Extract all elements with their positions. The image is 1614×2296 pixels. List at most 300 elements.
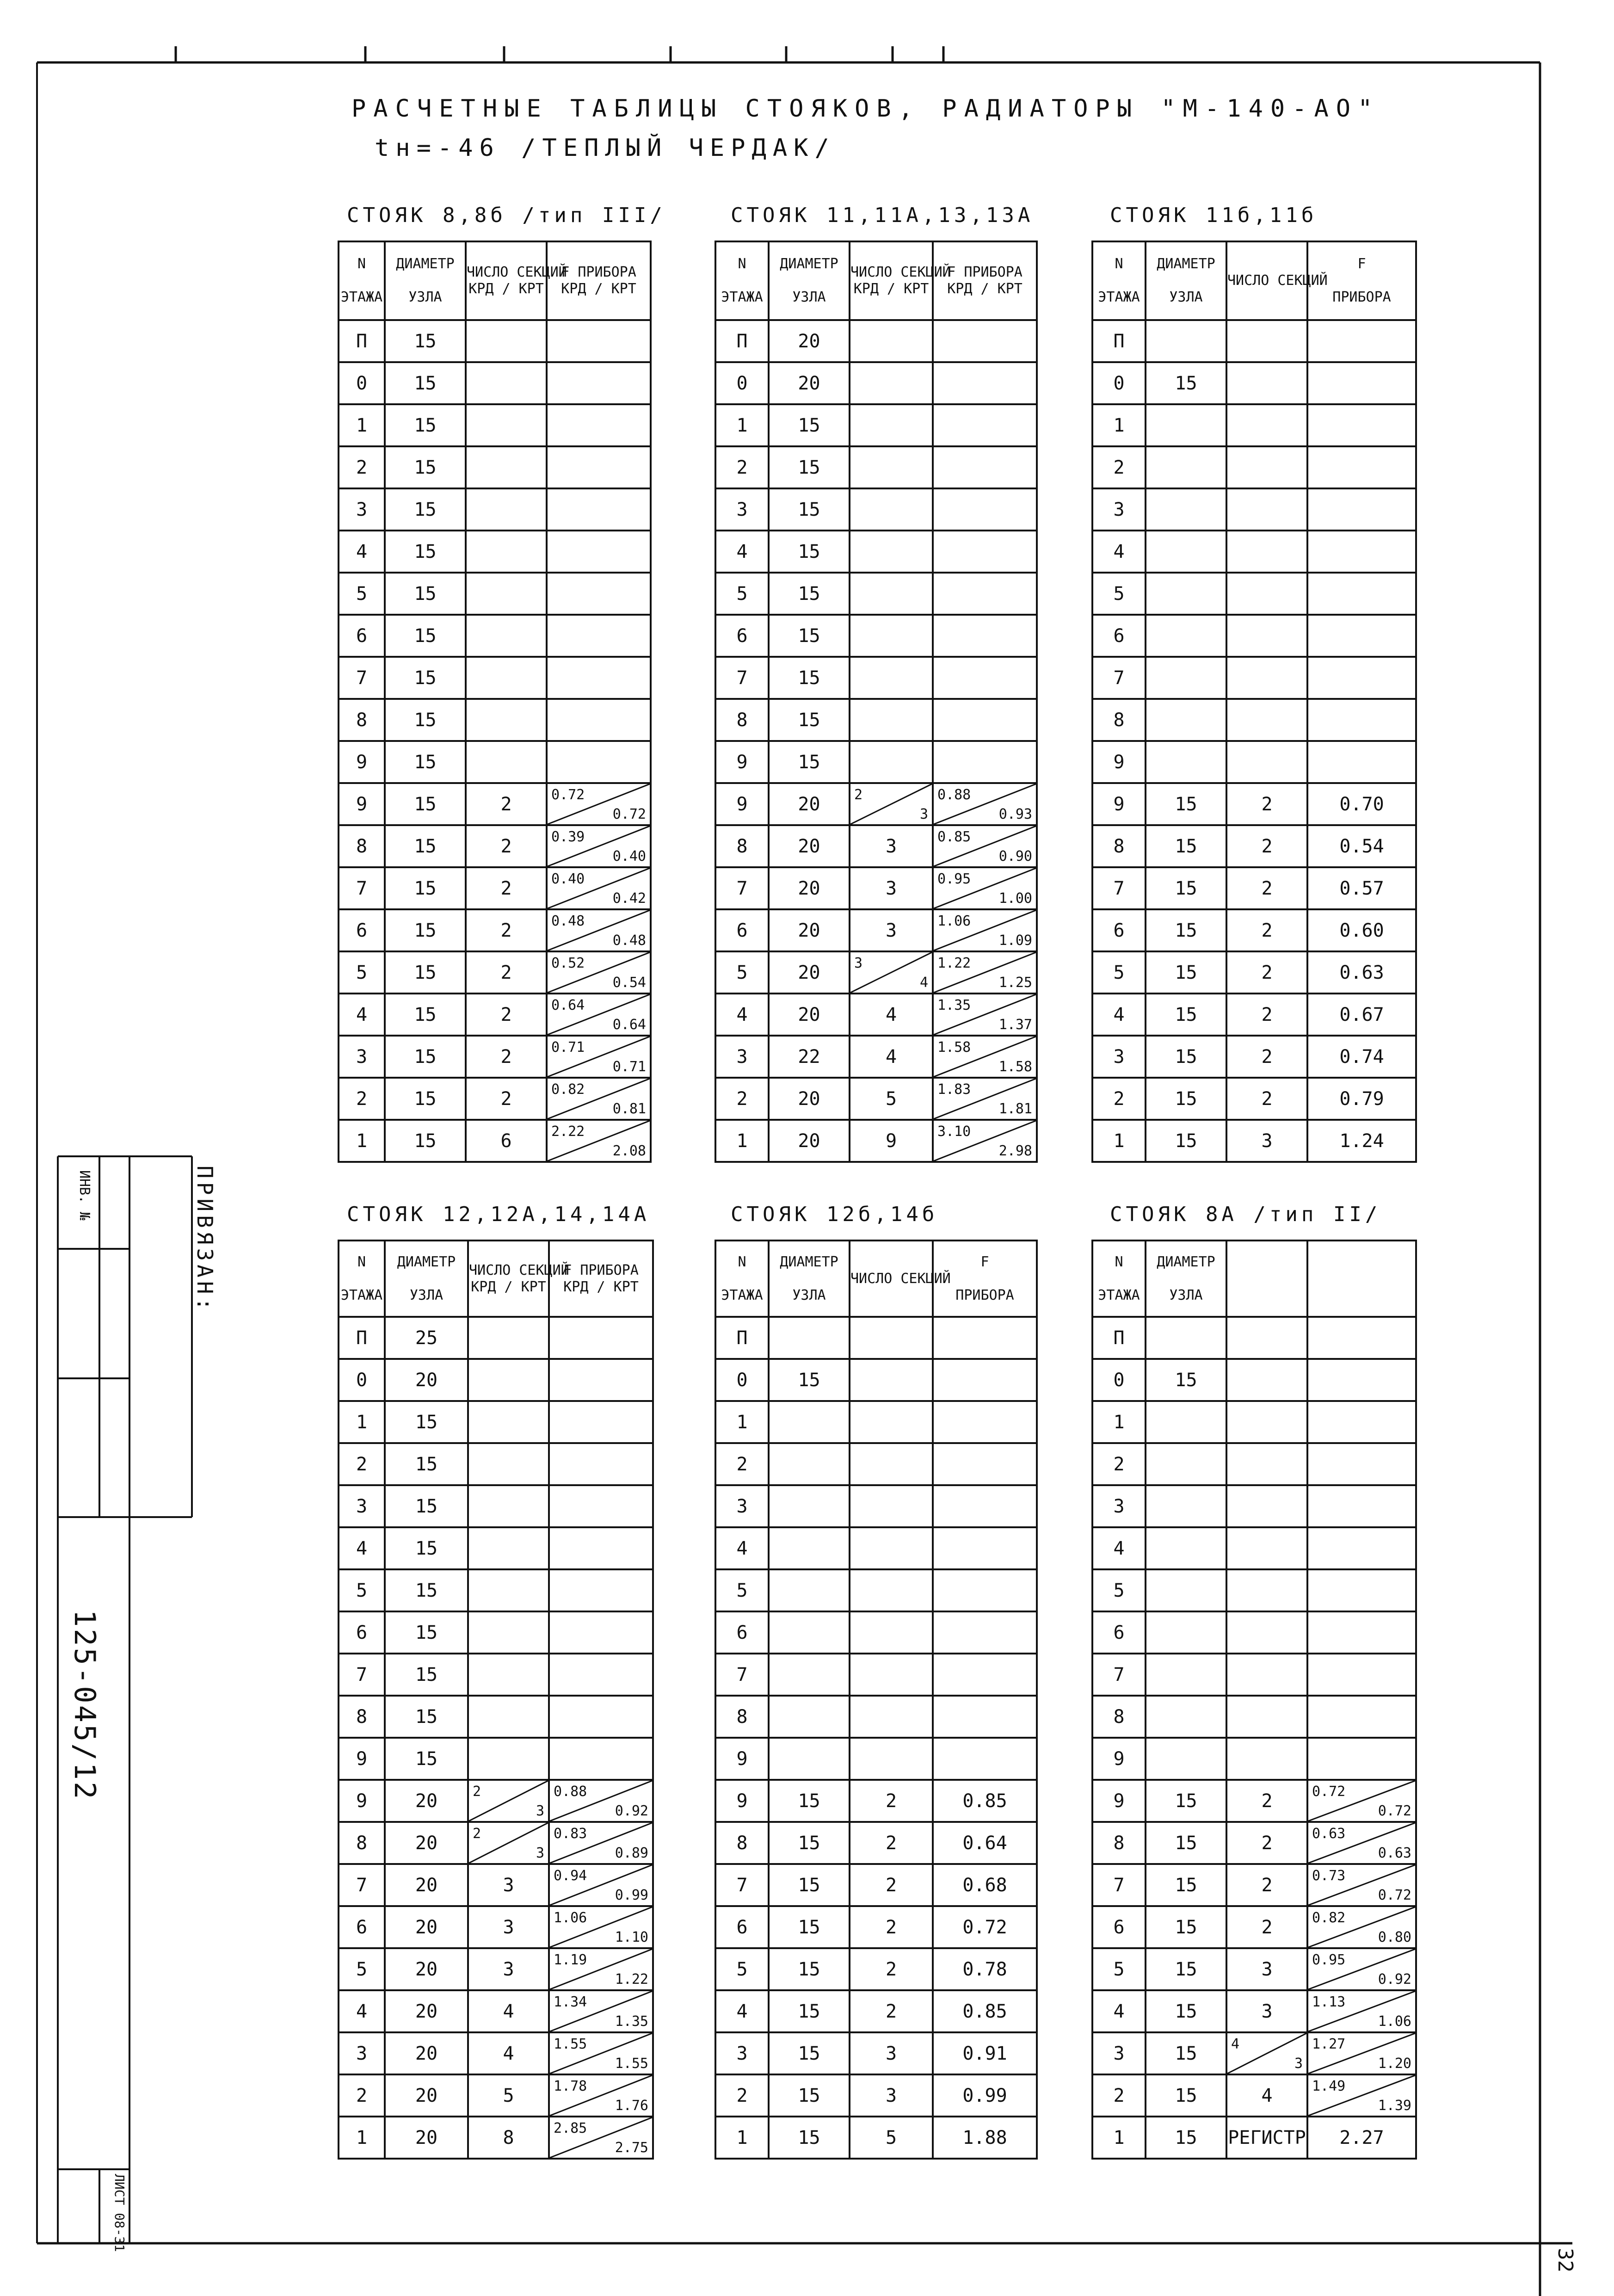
cell-diameter — [769, 1654, 850, 1696]
cell-diameter: 20 — [385, 1990, 468, 2032]
cell-floor: П — [339, 320, 385, 362]
table-row — [1092, 951, 1416, 994]
cell-diameter: 15 — [769, 1359, 850, 1401]
table-row — [339, 1317, 653, 1359]
cell-floor: 0 — [715, 1359, 769, 1401]
cell-floor: 1 — [339, 2117, 385, 2159]
split-value-top: 1.06 — [937, 913, 971, 929]
cell-f — [547, 1120, 651, 1162]
table-row — [715, 825, 1037, 867]
split-value-bottom: 1.10 — [615, 1929, 648, 1945]
cell-sections: 2 — [1226, 867, 1307, 909]
cell-sections — [1226, 615, 1307, 657]
split-value-top: 2 — [473, 1826, 481, 1842]
cell-diameter: 15 — [769, 1906, 850, 1948]
cell-sections: 2 — [1226, 1780, 1307, 1822]
cell-diameter: 15 — [769, 531, 850, 573]
cell-diameter: 20 — [769, 994, 850, 1036]
cell-sections: 3 — [1226, 1120, 1307, 1162]
split-value-bottom: 1.06 — [1378, 2013, 1411, 2030]
cell-floor: 6 — [1092, 615, 1146, 657]
cell-floor: 5 — [339, 1569, 385, 1611]
cell-diameter: 15 — [769, 1780, 850, 1822]
split-value-top: 0.82 — [1312, 1910, 1346, 1926]
table-row — [1092, 1611, 1416, 1654]
cell-diameter: 25 — [385, 1317, 468, 1359]
table-title-3: СТОЯК 11б,11б — [1110, 204, 1318, 227]
split-value-top: 0.63 — [1312, 1826, 1346, 1842]
table-title-6: СТОЯК 8А /тип II/ — [1110, 1203, 1381, 1226]
cell-diameter: 15 — [1146, 1990, 1226, 2032]
cell-sections — [850, 1401, 933, 1443]
cell-f — [549, 1443, 653, 1485]
cell-floor: 9 — [339, 741, 385, 783]
header-floor: N ЭТАЖА — [715, 241, 769, 320]
cell-floor: П — [715, 1317, 769, 1359]
cell-floor: 0 — [339, 1359, 385, 1401]
cell-sections — [850, 1443, 933, 1485]
cell-diameter: 15 — [769, 1822, 850, 1864]
cell-f — [933, 1120, 1037, 1162]
cell-floor: 9 — [715, 783, 769, 825]
cell-diameter: 15 — [769, 1948, 850, 1990]
cell-floor: 9 — [1092, 783, 1146, 825]
cell-sections — [466, 320, 547, 362]
cell-diameter: 22 — [769, 1036, 850, 1078]
cell-sections — [1226, 1359, 1307, 1401]
split-value-bottom: 0.80 — [1378, 1929, 1411, 1945]
cell-diameter: 15 — [385, 657, 466, 699]
cell-sections — [1226, 446, 1307, 488]
cell-sections — [1226, 320, 1307, 362]
table-row — [715, 1317, 1037, 1359]
cell-floor: 3 — [1092, 2032, 1146, 2074]
table-row — [1092, 2032, 1416, 2074]
cell-diameter — [769, 1611, 850, 1654]
cell-diameter: 15 — [1146, 1780, 1226, 1822]
table-row — [339, 1696, 653, 1738]
cell-f — [547, 825, 651, 867]
riser-table-2 — [715, 241, 1038, 1163]
cell-f — [547, 573, 651, 615]
cell-sections — [468, 1738, 549, 1780]
split-value-top: 0.85 — [937, 829, 971, 845]
cell-diameter: 20 — [385, 1948, 468, 1990]
cell-f — [549, 1527, 653, 1569]
table-row — [715, 1443, 1037, 1485]
cell-floor: 5 — [1092, 1569, 1146, 1611]
table-row — [1092, 994, 1416, 1036]
table-row — [1092, 531, 1416, 573]
cell-f — [933, 404, 1037, 446]
cell-diameter — [1146, 1527, 1226, 1569]
cell-floor: 2 — [339, 1078, 385, 1120]
table-row — [715, 1906, 1037, 1948]
cell-f — [933, 699, 1037, 741]
cell-sections — [1226, 657, 1307, 699]
cell-floor: 8 — [1092, 825, 1146, 867]
split-value-top: 1.55 — [554, 2036, 587, 2052]
cell-diameter: 15 — [1146, 2032, 1226, 2074]
cell-diameter: 15 — [769, 404, 850, 446]
cell-diameter: 15 — [769, 2117, 850, 2159]
split-value-top: 0.64 — [551, 997, 585, 1013]
cell-f — [933, 1611, 1037, 1654]
cell-f — [933, 488, 1037, 531]
table-row — [715, 783, 1037, 825]
cell-diameter: 20 — [769, 1078, 850, 1120]
table-row — [715, 1401, 1037, 1443]
cell-f — [549, 1990, 653, 2032]
table-row — [339, 825, 651, 867]
cell-sections — [1226, 1485, 1307, 1527]
cell-sections: 6 — [466, 1120, 547, 1162]
cell-sections: 2 — [850, 1948, 933, 1990]
cell-diameter: 15 — [769, 2074, 850, 2117]
cell-f — [547, 404, 651, 446]
cell-diameter — [769, 1443, 850, 1485]
cell-diameter: 15 — [769, 657, 850, 699]
cell-diameter: 20 — [385, 2032, 468, 2074]
cell-diameter: 15 — [1146, 1359, 1226, 1401]
table-row — [715, 1822, 1037, 1864]
table-row — [715, 1078, 1037, 1120]
table-row — [715, 1611, 1037, 1654]
split-value-bottom: 1.25 — [998, 975, 1032, 991]
cell-diameter — [1146, 741, 1226, 783]
cell-f — [547, 741, 651, 783]
riser-table-5 — [715, 1240, 1038, 2160]
table-row — [339, 657, 651, 699]
cell-f — [547, 488, 651, 531]
cell-diameter: 20 — [385, 2117, 468, 2159]
cell-floor: 1 — [715, 1401, 769, 1443]
cell-f — [933, 320, 1037, 362]
header-diameter: ДИАМЕТР УЗЛА — [1146, 241, 1226, 320]
split-value-top: 2.85 — [554, 2120, 587, 2136]
cell-sections: 4 — [850, 994, 933, 1036]
table-row — [339, 741, 651, 783]
cell-sections: 3 — [850, 2074, 933, 2117]
split-value-bottom: 0.81 — [612, 1101, 646, 1117]
cell-sections — [1226, 699, 1307, 741]
cell-f — [549, 1359, 653, 1401]
drawing-code: 125-045/12 — [68, 1610, 102, 1801]
table-row — [339, 1036, 651, 1078]
split-value-top: 1.35 — [937, 997, 971, 1013]
cell-sections: 2 — [850, 1990, 933, 2032]
cell-sections — [850, 1654, 933, 1696]
cell-sections — [1226, 531, 1307, 573]
split-value-top: 0.82 — [551, 1081, 585, 1098]
cell-f: 2.27 — [1307, 2117, 1416, 2159]
cell-f — [933, 1443, 1037, 1485]
table-row — [339, 615, 651, 657]
cell-f — [547, 783, 651, 825]
table-row — [1092, 446, 1416, 488]
cell-diameter: 15 — [385, 615, 466, 657]
cell-floor: 8 — [1092, 699, 1146, 741]
table-row — [1092, 1654, 1416, 1696]
cell-floor: 3 — [715, 2032, 769, 2074]
cell-sections — [468, 1780, 549, 1822]
table-row — [1092, 2117, 1416, 2159]
table-row — [1092, 1780, 1416, 1822]
cell-floor: 9 — [715, 1780, 769, 1822]
cell-f — [547, 909, 651, 951]
table-header-row — [1092, 241, 1416, 320]
split-value-top: 1.06 — [554, 1910, 587, 1926]
table-row — [715, 994, 1037, 1036]
header-sections: ЧИСЛО СЕКЦИЙ КРД / КРТ — [466, 241, 547, 320]
cell-f — [933, 1401, 1037, 1443]
cell-sections — [850, 657, 933, 699]
cell-diameter: 15 — [1146, 1864, 1226, 1906]
cell-floor: 6 — [339, 1906, 385, 1948]
cell-floor: 7 — [715, 1864, 769, 1906]
header-diameter: ДИАМЕТР УЗЛА — [385, 241, 466, 320]
cell-diameter: 20 — [769, 1120, 850, 1162]
cell-sections — [1226, 1654, 1307, 1696]
table-row — [715, 2074, 1037, 2117]
cell-diameter — [1146, 1654, 1226, 1696]
cell-sections — [1226, 362, 1307, 404]
cell-diameter — [1146, 488, 1226, 531]
cell-f — [549, 1864, 653, 1906]
cell-floor: 2 — [1092, 446, 1146, 488]
cell-f — [933, 362, 1037, 404]
cell-f — [547, 615, 651, 657]
split-value-bottom: 3 — [1294, 2055, 1303, 2072]
cell-floor: 2 — [1092, 2074, 1146, 2117]
cell-floor: 1 — [1092, 1120, 1146, 1162]
cell-sections — [850, 404, 933, 446]
cell-sections — [850, 1527, 933, 1569]
cell-floor: 1 — [339, 404, 385, 446]
cell-floor: 3 — [1092, 488, 1146, 531]
table-row — [715, 1569, 1037, 1611]
cell-sections — [850, 783, 933, 825]
cell-sections — [850, 573, 933, 615]
split-value-top: 0.39 — [551, 829, 585, 845]
split-value-top: 0.88 — [554, 1784, 587, 1800]
cell-floor: 7 — [1092, 657, 1146, 699]
cell-sections — [850, 1485, 933, 1527]
cell-f — [547, 951, 651, 994]
cell-f — [549, 1401, 653, 1443]
cell-f — [549, 2032, 653, 2074]
cell-floor: 6 — [715, 615, 769, 657]
cell-f — [549, 1948, 653, 1990]
cell-diameter: 15 — [385, 488, 466, 531]
cell-floor: 3 — [715, 1485, 769, 1527]
cell-diameter: 15 — [385, 783, 466, 825]
table-row — [339, 1780, 653, 1822]
split-value-bottom: 0.48 — [612, 932, 646, 949]
cell-sections: 2 — [850, 1906, 933, 1948]
cell-diameter: 15 — [1146, 1948, 1226, 1990]
cell-sections — [466, 488, 547, 531]
table-title-2: СТОЯК 11,11А,13,13А — [731, 204, 1034, 227]
cell-sections: 3 — [468, 1864, 549, 1906]
cell-diameter — [769, 1401, 850, 1443]
table-row — [1092, 1906, 1416, 1948]
cell-floor: 2 — [1092, 1078, 1146, 1120]
cell-diameter — [1146, 1611, 1226, 1654]
cell-sections: 2 — [466, 783, 547, 825]
split-value-bottom: 1.76 — [615, 2098, 648, 2114]
table-row — [1092, 573, 1416, 615]
split-value-top: 2 — [473, 1784, 481, 1800]
cell-diameter: 15 — [1146, 2117, 1226, 2159]
split-value-top: 4 — [1231, 2036, 1240, 2052]
cell-floor: П — [1092, 1317, 1146, 1359]
cell-f — [1307, 320, 1416, 362]
cell-f — [1307, 404, 1416, 446]
cell-f: 0.91 — [933, 2032, 1037, 2074]
cell-sections: 4 — [468, 1990, 549, 2032]
table-row — [715, 615, 1037, 657]
cell-sections: 3 — [850, 867, 933, 909]
cell-floor: 6 — [715, 1906, 769, 1948]
table-row — [339, 362, 651, 404]
cell-diameter: 15 — [385, 362, 466, 404]
cell-sections: 2 — [1226, 783, 1307, 825]
cell-floor: 8 — [715, 1822, 769, 1864]
cell-f — [933, 657, 1037, 699]
split-value-bottom: 1.37 — [998, 1017, 1032, 1033]
cell-diameter — [1146, 573, 1226, 615]
cell-sections: 9 — [850, 1120, 933, 1162]
table-row — [1092, 825, 1416, 867]
split-value-top: 1.19 — [554, 1952, 587, 1968]
cell-sections: 2 — [466, 867, 547, 909]
split-value-top: 3 — [854, 955, 863, 971]
cell-diameter: 15 — [769, 699, 850, 741]
header-floor: N ЭТАЖА — [339, 1241, 385, 1317]
cell-sections: 3 — [1226, 1948, 1307, 1990]
header-sections: ЧИСЛО СЕКЦИЙ — [850, 1241, 933, 1317]
cell-sections: 2 — [466, 825, 547, 867]
cell-floor: 4 — [339, 531, 385, 573]
split-value-top: 1.13 — [1312, 1994, 1346, 2010]
cell-sections — [468, 1443, 549, 1485]
split-value-bottom: 0.99 — [615, 1887, 648, 1903]
cell-diameter: 15 — [385, 867, 466, 909]
cell-f — [1307, 573, 1416, 615]
split-value-bottom: 1.58 — [998, 1059, 1032, 1075]
cell-diameter: 15 — [1146, 1036, 1226, 1078]
cell-floor: 1 — [1092, 1401, 1146, 1443]
split-value-bottom: 0.40 — [612, 848, 646, 864]
cell-f — [1307, 699, 1416, 741]
cell-diameter — [769, 1317, 850, 1359]
cell-floor: 1 — [715, 404, 769, 446]
cell-f: 0.68 — [933, 1864, 1037, 1906]
cell-f — [933, 951, 1037, 994]
cell-floor: 6 — [1092, 1906, 1146, 1948]
table-row — [339, 1443, 653, 1485]
cell-sections: 2 — [1226, 909, 1307, 951]
cell-sections — [466, 657, 547, 699]
cell-sections — [850, 1317, 933, 1359]
cell-floor: 1 — [715, 1120, 769, 1162]
cell-floor: 9 — [339, 1738, 385, 1780]
split-value-top: 0.48 — [551, 913, 585, 929]
cell-f — [549, 1822, 653, 1864]
table-row — [1092, 1696, 1416, 1738]
cell-f: 0.74 — [1307, 1036, 1416, 1078]
split-value-top: 0.40 — [551, 871, 585, 887]
cell-diameter: 15 — [1146, 1120, 1226, 1162]
table-row — [339, 1654, 653, 1696]
table-title-1: СТОЯК 8,8б /тип III/ — [347, 204, 666, 227]
cell-diameter: 20 — [385, 1780, 468, 1822]
cell-sections: 2 — [850, 1864, 933, 1906]
split-value-top: 1.27 — [1312, 2036, 1346, 2052]
cell-floor: 4 — [339, 994, 385, 1036]
table-row — [715, 2032, 1037, 2074]
cell-floor: 9 — [1092, 1780, 1146, 1822]
cell-diameter: 15 — [1146, 909, 1226, 951]
cell-sections — [468, 1611, 549, 1654]
page-title: РАСЧЕТНЫЕ ТАБЛИЦЫ СТОЯКОВ, РАДИАТОРЫ "М-140-АО" — [351, 95, 1380, 123]
cell-sections — [466, 362, 547, 404]
split-value-top: 2 — [854, 787, 863, 803]
cell-sections — [1226, 1569, 1307, 1611]
cell-f — [933, 909, 1037, 951]
table-row — [339, 909, 651, 951]
cell-sections — [1226, 2032, 1307, 2074]
split-value-bottom: 1.39 — [1378, 2098, 1411, 2114]
cell-sections — [468, 1569, 549, 1611]
table-row — [339, 699, 651, 741]
cell-f — [1307, 2074, 1416, 2117]
table-row — [715, 1864, 1037, 1906]
cell-sections — [1226, 1401, 1307, 1443]
table-header-row — [715, 241, 1037, 320]
cell-f — [933, 531, 1037, 573]
cell-floor: П — [339, 1317, 385, 1359]
cell-floor: 5 — [1092, 951, 1146, 994]
cell-f: 0.64 — [933, 1822, 1037, 1864]
split-value-bottom: 3 — [536, 1845, 544, 1861]
cell-f — [1307, 1527, 1416, 1569]
table-title-5: СТОЯК 12б,14б — [731, 1203, 938, 1226]
table-row — [1092, 1822, 1416, 1864]
table-row — [339, 951, 651, 994]
cell-floor: 3 — [339, 2032, 385, 2074]
split-value-top: 1.49 — [1312, 2078, 1346, 2094]
cell-sections — [466, 741, 547, 783]
cell-diameter: 15 — [385, 573, 466, 615]
cell-diameter: 20 — [769, 783, 850, 825]
cell-diameter: 15 — [769, 2032, 850, 2074]
cell-sections: 3 — [850, 825, 933, 867]
cell-floor: 4 — [715, 531, 769, 573]
header-floor: N ЭТАЖА — [339, 241, 385, 320]
cell-sections — [850, 531, 933, 573]
split-value-top: 0.71 — [551, 1039, 585, 1055]
cell-f — [1307, 1738, 1416, 1780]
cell-sections — [850, 446, 933, 488]
cell-floor: 5 — [339, 1948, 385, 1990]
cell-f — [933, 1527, 1037, 1569]
cell-floor: 3 — [339, 1485, 385, 1527]
table-row — [1092, 1948, 1416, 1990]
cell-f — [933, 994, 1037, 1036]
cell-floor: 1 — [339, 1120, 385, 1162]
